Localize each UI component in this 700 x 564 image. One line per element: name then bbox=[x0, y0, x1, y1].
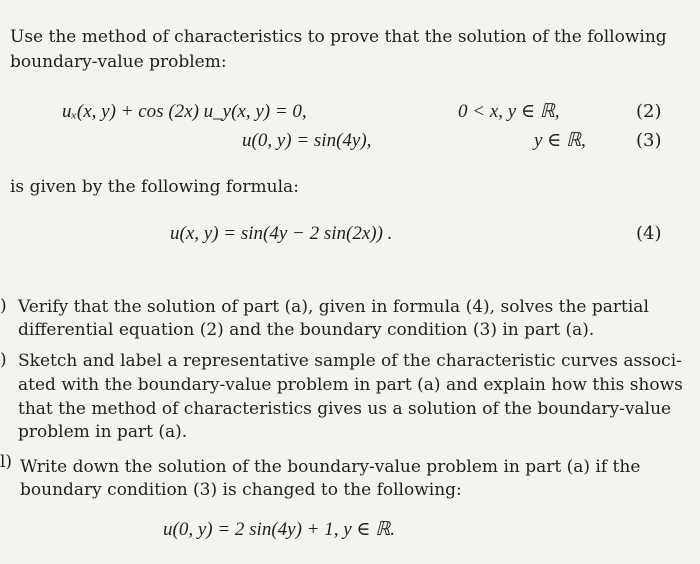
equation-3-domain: y ∈ ℝ, bbox=[534, 130, 586, 151]
part-d-marker: l) bbox=[0, 452, 13, 472]
equation-3-left: u(0, y) = sin(4y), bbox=[242, 130, 372, 151]
equation-2-number: (2) bbox=[636, 101, 662, 122]
equation-3-number: (3) bbox=[636, 130, 662, 151]
part-c-marker: ) bbox=[0, 350, 7, 368]
part-b-line-2: differential equation (2) and the boundary condition (3) in part (a). bbox=[18, 320, 595, 340]
intro-line-1: Use the method of characteristics to prove that the solution of the following bbox=[10, 27, 667, 47]
part-b-marker: ) bbox=[0, 296, 7, 314]
part-c-line-3: that the method of characteristics gives us a solution of the boundary-value bbox=[18, 399, 672, 419]
formula-4: u(x, y) = sin(4y − 2 sin(2x)) . bbox=[170, 223, 393, 244]
equation-2-left: uₓ(x, y) + cos (2x) u_y(x, y) = 0, bbox=[62, 101, 307, 122]
final-boundary-condition: u(0, y) = 2 sin(4y) + 1, y ∈ ℝ. bbox=[163, 519, 396, 540]
intro-line-2: boundary-value problem: bbox=[10, 52, 227, 72]
given-text: is given by the following formula: bbox=[10, 177, 299, 197]
part-d-line-1: Write down the solution of the boundary-value problem in part (a) if the bbox=[20, 457, 641, 477]
part-d-line-2: boundary condition (3) is changed to the following: bbox=[20, 480, 462, 500]
equation-2-domain: 0 < x, y ∈ ℝ, bbox=[458, 101, 560, 122]
part-c-line-1: Sketch and label a representative sample of the characteristic curves associ- bbox=[18, 351, 682, 371]
part-c-line-2: ated with the boundary-value problem in part (a) and explain how this shows bbox=[18, 375, 683, 395]
formula-4-number: (4) bbox=[636, 223, 662, 244]
part-c-line-4: problem in part (a). bbox=[18, 422, 188, 442]
part-b-line-1: Verify that the solution of part (a), given in formula (4), solves the partial bbox=[18, 297, 649, 317]
